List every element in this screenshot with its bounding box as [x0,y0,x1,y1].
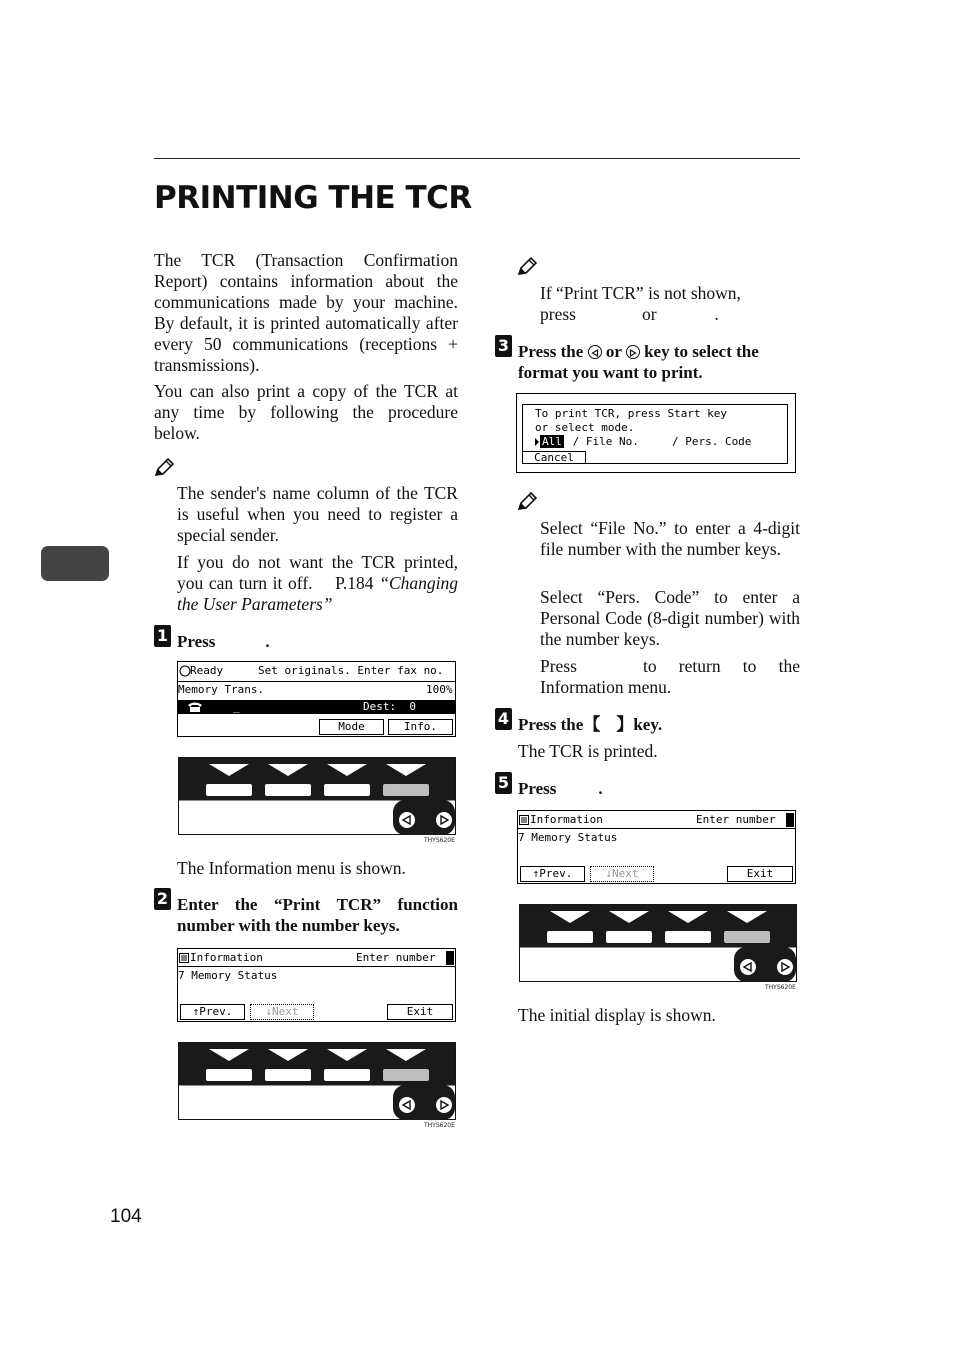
lcd4-menu-item: 7 Memory Status [518,831,618,844]
selection-keys-panel-1 [178,757,456,835]
left-arrow-key-icon [399,1097,415,1113]
step-4-number: 4 [495,708,512,730]
panel-1-code: THYS620E [424,837,455,844]
step-3-heading: Press the or key to select the [518,342,759,361]
option-all[interactable]: All [542,435,562,448]
step-1-dot: . [265,632,270,651]
note-pencil-icon [517,256,539,276]
lcd-screen-mode-select [522,404,788,464]
step-5-number: 5 [495,772,512,794]
selection-keys-panel-2 [178,1042,456,1120]
lcd-screen-information-2 [517,810,796,884]
step-2-number: 2 [154,888,171,910]
lcd1-mode-text: Memory Trans. [178,683,265,696]
note1-reference-link[interactable]: “Changing the User Parameters” [177,573,458,614]
selection-pointer-icon [535,438,539,446]
lcd3-line1: To print TCR, press Start key [535,407,728,420]
selection-key-1 [206,784,252,796]
lcd4-title: Information [530,813,603,826]
lcd3-line2: or select mode. [535,421,635,434]
note1-paragraph-2 [177,552,458,615]
right-arrow-key-icon [436,812,452,828]
right-arrow-key-icon [777,959,793,975]
prev-softkey[interactable]: ↑Prev. [520,866,585,882]
right-arrow-key-icon [626,345,640,359]
note-pencil-icon [517,491,539,511]
note3-paragraph-1: Select “File No.” to enter a 4-digit file number with the number keys. [540,518,800,559]
step-1-result: The Information menu is shown. [177,858,406,878]
mode-softkey[interactable]: Mode [319,719,384,735]
lcd2-title: Information [190,951,263,964]
page-number: 104 [110,1206,142,1227]
step-3-heading-line2: format you want to print. [518,363,703,382]
page-title: PRINTING THE TCR [154,180,472,216]
panel-3-code: THYS620E [765,984,796,991]
step-1-heading [177,631,270,652]
lcd1-ready-text: Ready [190,664,224,677]
note3-paragraph-3: Press to return to the Information menu. [540,656,800,697]
step-1-press: Press [177,632,216,651]
lcd1-cursor: _ [233,700,240,713]
lcd1-dest-count: Dest: 0 [363,700,416,713]
step-4-result: The TCR is printed. [518,741,658,761]
note-pencil-icon [154,457,176,477]
intro-paragraph-1: The TCR (Transaction Confirmation Report) contains information about the communications made by your machine. By default, it is printed automatically after every 50 communications (receptions + transmissions). [154,250,458,375]
left-arrow-key-icon [740,959,756,975]
selection-key-2 [265,784,311,796]
lcd1-memory-percent: 100% [426,683,453,696]
selection-key-3 [324,784,370,796]
lcd2-cursor [446,951,454,965]
note2-paragraph-1: If “Print TCR” is not shown, [540,283,741,303]
note2-paragraph-2: press or . [540,304,719,324]
selection-key-4 [383,784,429,796]
next-softkey[interactable]: ↓Next [590,866,654,882]
panel-2-code: THYS620E [424,1122,455,1129]
lcd2-prompt: Enter number [356,951,436,964]
lcd-screen-information-1 [177,948,456,1022]
prev-softkey[interactable]: ↑Prev. [180,1004,245,1020]
information-icon [179,953,189,963]
intro-paragraph-2: You can also print a copy of the TCR at any time by following the procedure below. [154,381,458,443]
chapter-tab [41,546,109,581]
cancel-softkey[interactable]: Cancel [522,451,586,464]
header-rule [154,158,800,159]
note1-paragraph-1: The sender's name column of the TCR is useful when you need to register a special sender. [177,483,458,545]
left-arrow-key-icon [588,345,602,359]
step-5-heading: Press . [518,779,603,798]
lcd4-prompt: Enter number [696,813,776,826]
lcd-screen-ready [177,661,456,737]
step-3-number: 3 [495,335,512,357]
step-4-heading: Press the【 】key. [518,715,663,734]
next-softkey[interactable]: ↓Next [250,1004,314,1020]
left-arrow-key-icon [399,812,415,828]
info-softkey[interactable]: Info. [388,719,453,735]
lcd2-menu-item: 7 Memory Status [178,969,278,982]
note3-paragraph-2: Select “Pers. Code” to enter a Personal Code (8-digit number) with the number keys. [540,587,800,649]
telephone-icon [186,701,204,713]
information-icon [519,815,529,825]
lcd4-cursor [786,813,794,827]
step-5-result: The initial display is shown. [518,1005,716,1025]
exit-softkey[interactable]: Exit [387,1004,453,1020]
selection-keys-panel-3 [519,904,797,982]
step-2-heading: Enter the “Print TCR” function number with the number keys. [177,895,458,935]
note1-text: If you do not want the TCR printed, you can turn it off. P.184 [177,552,458,593]
lcd1-instruction-text: Set originals. Enter fax no. [258,664,444,677]
step-1-number: 1 [154,625,171,647]
exit-softkey[interactable]: Exit [727,866,793,882]
right-arrow-key-icon [436,1097,452,1113]
option-file-pers[interactable]: / File No. / Pers. Code [566,435,752,448]
